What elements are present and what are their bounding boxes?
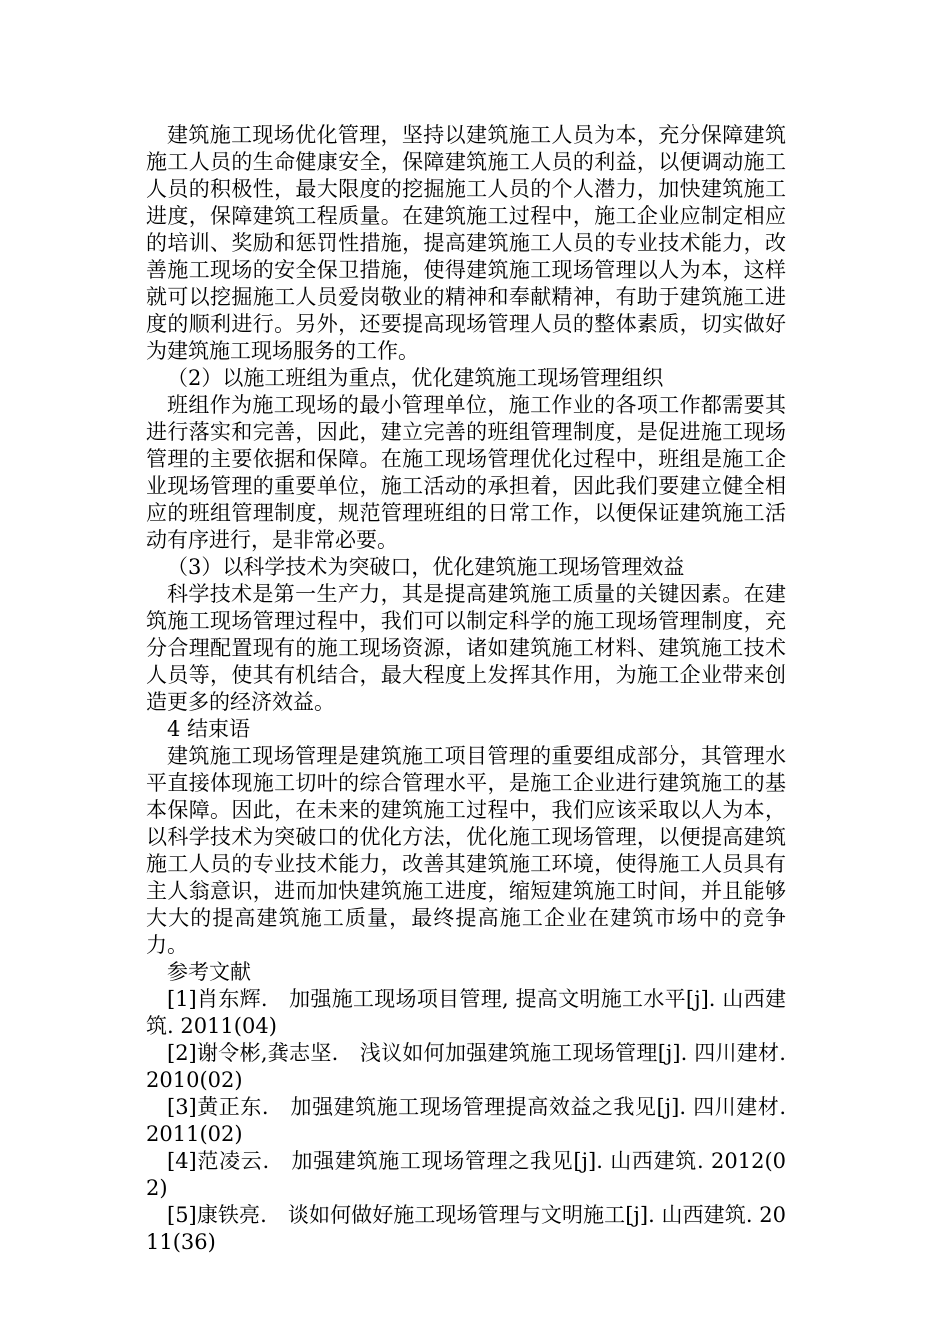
paragraph-people-oriented: 建筑施工现场优化管理，坚持以建筑施工人员为本，充分保障建筑施工人员的生命健康安全，保障建筑施工人员的利益，以便调动施工人员的积极性，最大限度的挖掘施工人员的个人潜力，加快建筑施工进度，保障建筑工程质量。在建筑施工过程中，施工企业应制定相应的培训、奖励和惩罚性措施，提高建筑施工人员的专业技术能力，改善施工现场的安全保卫措施，使得建筑施工现场管理以人为本，这样就可以挖掘施工人员爱岗敬业的精神和奉献精神，有助于建筑施工进度的顺利进行。另外，还要提高现场管理人员的整体素质，切实做好为建筑施工现场服务的工作。 [146,123,786,363]
reference-item: [1]肖东辉. 加强施工现场项目管理, 提高文明施工水平[j]. 山西建筑. 2011(04) [146,987,786,1038]
document-body [146,122,786,1256]
section-heading-conclusion: 4 结束语 [167,717,251,741]
paragraph-science-technology: 科学技术是第一生产力，其是提高建筑施工质量的关键因素。在建筑施工现场管理过程中，我们可以制定科学的施工现场管理制度，充分合理配置现有的施工现场资源，诸如建筑施工材料、建筑施工技术人员等，使其有机结合，最大程度上发挥其作用，为施工企业带来创造更多的经济效益。 [146,582,786,714]
reference-item: [4]范凌云. 加强建筑施工现场管理之我见[j]. 山西建筑. 2012(02) [146,1149,786,1200]
references-heading: 参考文献 [167,960,251,984]
reference-item: [5]康铁亮. 谈如何做好施工现场管理与文明施工[j]. 山西建筑. 2011(36) [146,1203,786,1254]
reference-item: [3]黄正东. 加强建筑施工现场管理提高效益之我见[j]. 四川建材. 2011(02) [146,1095,786,1146]
paragraph-team-management: 班组作为施工现场的最小管理单位，施工作业的各项工作都需要其进行落实和完善，因此，建立完善的班组管理制度，是促进施工现场管理的主要依据和保障。在施工现场管理优化过程中，班组是施工企业现场管理的重要单位，施工活动的承担着，因此我们要建立健全相应的班组管理制度，规范管理班组的日常工作，以便保证建筑施工活动有序进行，是非常必要。 [146,393,786,552]
section-heading-2: （2）以施工班组为重点，优化建筑施工现场管理组织 [167,366,664,390]
paragraph-conclusion: 建筑施工现场管理是建筑施工项目管理的重要组成部分，其管理水平直接体现施工切叶的综合管理水平，是施工企业进行建筑施工的基本保障。因此，在未来的建筑施工过程中，我们应该采取以人为本，以科学技术为突破口的优化方法，优化施工现场管理，以便提高建筑施工人员的专业技术能力，改善其建筑施工环境，使得施工人员具有主人翁意识，进而加快建筑施工进度，缩短建筑施工时间，并且能够大大的提高建筑施工质量，最终提高施工企业在建筑市场中的竞争力。 [146,744,786,957]
reference-item: [2]谢令彬,龚志坚. 浅议如何加强建筑施工现场管理[j]. 四川建材. 2010(02) [146,1041,786,1092]
section-heading-3: （3）以科学技术为突破口，优化建筑施工现场管理效益 [167,555,685,579]
